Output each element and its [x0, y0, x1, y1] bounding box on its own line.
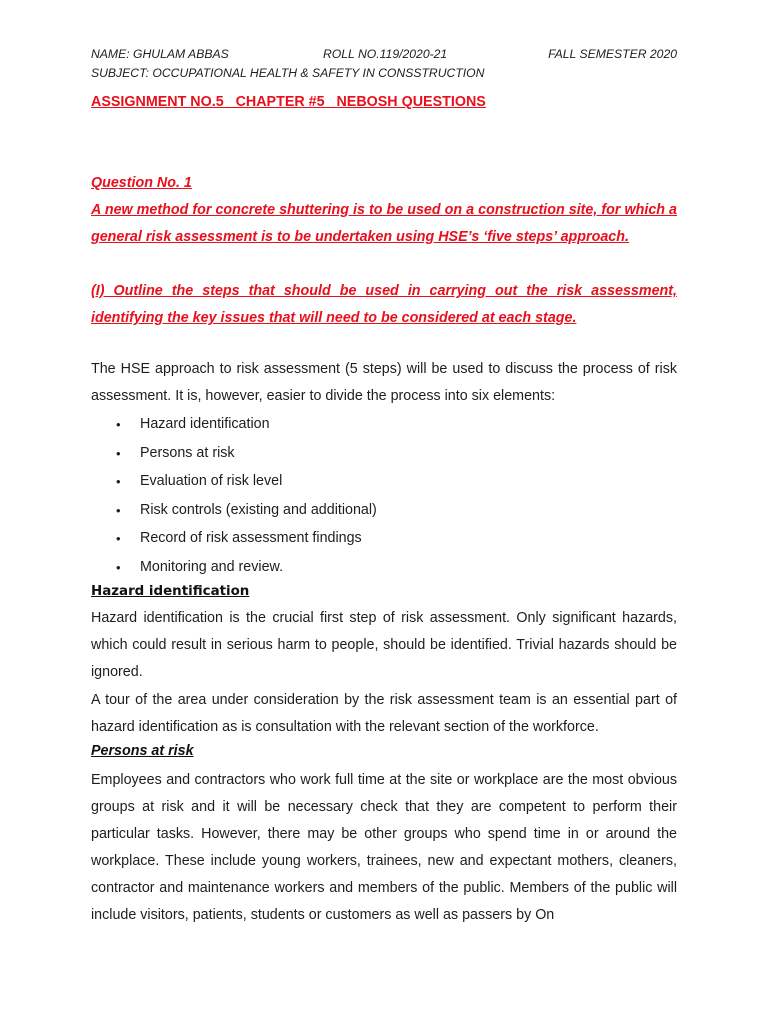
bullet-icon: •	[116, 531, 121, 547]
list-item: • Evaluation of risk level	[91, 468, 677, 497]
hazard-heading: Hazard identification	[91, 584, 250, 599]
list-item: • Persons at risk	[91, 440, 677, 469]
list-item: • Risk controls (existing and additional)	[91, 497, 677, 526]
semester: FALL SEMESTER 2020	[548, 47, 677, 61]
bullet-icon: •	[116, 445, 121, 461]
question-part: (I) Outline the steps that should be used in carrying out the risk assessment, identifying the key issues that will need to be considered at each stage.	[91, 283, 677, 326]
list-item: • Monitoring and review.	[91, 554, 677, 583]
assignment-title: ASSIGNMENT NO.5 CHAPTER #5 NEBOSH QUESTIONS	[91, 94, 486, 110]
persons-heading: Persons at risk	[91, 743, 194, 759]
question-heading: Question No. 1	[91, 175, 192, 191]
roll-number: ROLL NO.119/2020-21	[323, 47, 448, 61]
list-item: • Hazard identification	[91, 411, 677, 440]
hazard-paragraph-2: A tour of the area under consideration by the risk assessment team is an essential part of hazard identification as is consultation with the relevant section of the workforce.	[91, 692, 677, 735]
subject-line: SUBJECT: OCCUPATIONAL HEALTH & SAFETY IN CONSSTRUCTION	[91, 66, 485, 80]
persons-paragraph: Employees and contractors who work full time at the site or workplace are the most obvious groups at risk and it will be necessary check that they are competent to perform their particular tasks. However, there may be other groups who spend time in or around the workplace. These include young workers, trainees, new and expectant mothers, cleaners, contractor and maintenance workers and members of the public. Members of the public will include visitors, patients, students or customers as well as passers by On	[91, 772, 677, 923]
bullet-icon: •	[116, 417, 121, 432]
elements-list	[91, 411, 677, 583]
intro-paragraph: The HSE approach to risk assessment (5 steps) will be used to discuss the process of risk assessment. It is, however, easier to divide the process into six elements:	[91, 361, 677, 404]
student-name: NAME: GHULAM ABBAS	[91, 47, 229, 61]
bullet-icon: •	[116, 559, 121, 575]
bullet-icon: •	[116, 502, 121, 518]
list-item: • Record of risk assessment findings	[91, 525, 677, 554]
question-body: A new method for concrete shuttering is to be used on a construction site, for which a general risk assessment is to be undertaken using HSE’s ‘five steps’ approach.	[91, 202, 677, 245]
bullet-icon: •	[116, 474, 121, 490]
hazard-paragraph-1: Hazard identification is the crucial first step of risk assessment. Only significant hazards, which could result in serious harm to people, should be identified. Trivial hazards should be ignored.	[91, 610, 677, 680]
